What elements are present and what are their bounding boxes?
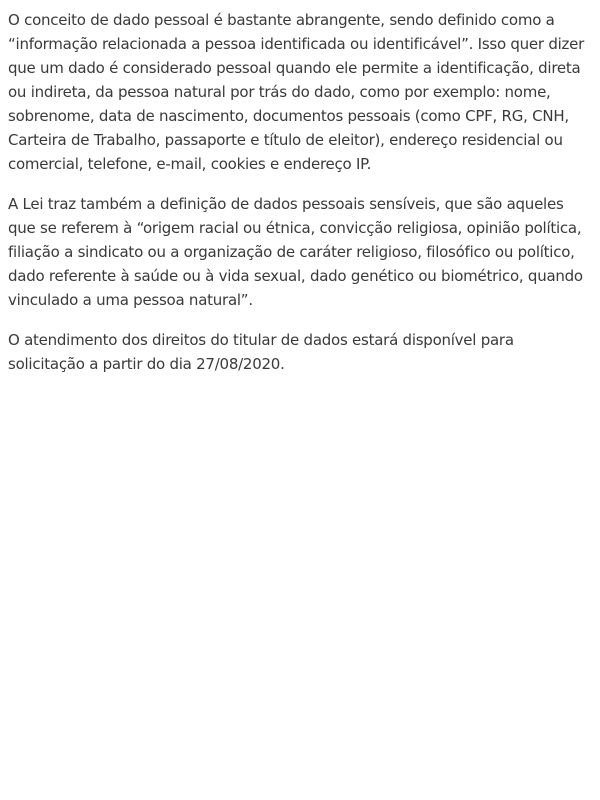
paragraph-rights-availability: O atendimento dos direitos do titular de dados estará disponível para solicitação a partir do dia 27/08/2020. <box>8 331 514 373</box>
document-body <box>0 0 600 376</box>
paragraph-sensitive-data-definition: A Lei traz também a definição de dados pessoais sensíveis, que são aqueles que se referem à “origem racial ou étnica, convicção religiosa, opinião política, filiação a sindicato ou a organização de caráter religioso, filosófico ou político, dado referente à saúde ou à vida sexual, dado genético ou biométrico, quando vinculado a uma pessoa natural”. <box>8 195 583 309</box>
paragraph-personal-data-definition: O conceito de dado pessoal é bastante abrangente, sendo definido como a “informação relacionada a pessoa identificada ou identificável”. Isso quer dizer que um dado é considerado pessoal quando ele permite a identificação, direta ou indireta, da pessoa natural por trás do dado, como por exemplo: nome, sobrenome, data de nascimento, documentos pessoais (como CPF, RG, CNH, Carteira de Trabalho, passaporte e título de eleitor), endereço residencial ou comercial, telefone, e-mail, cookies e endereço IP. <box>8 11 585 173</box>
